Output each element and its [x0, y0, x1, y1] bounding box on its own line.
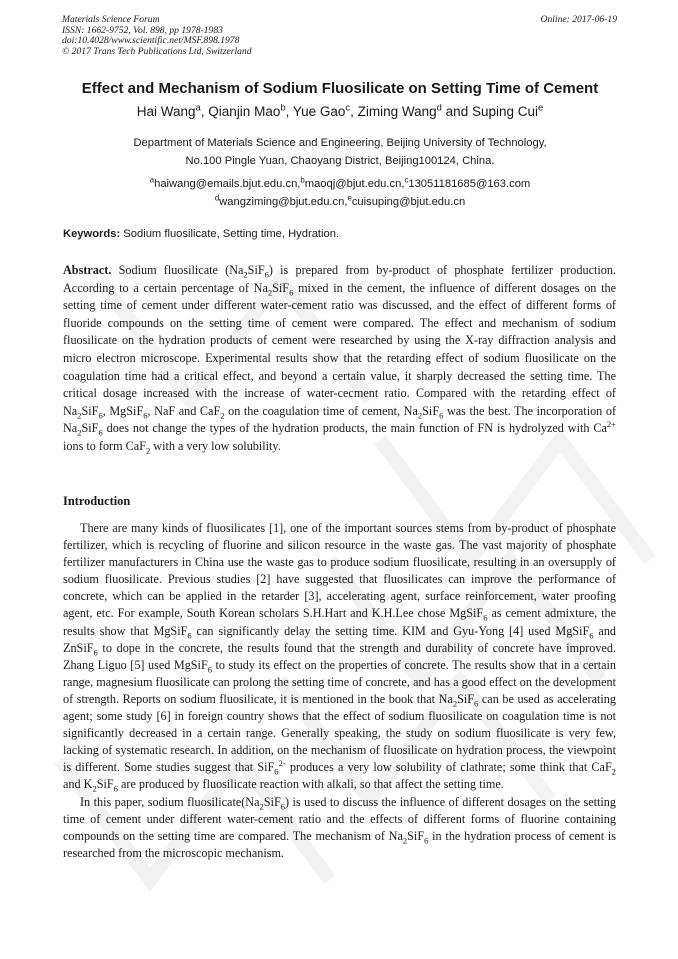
author-mark: d — [436, 102, 442, 114]
copyright-line: © 2017 Trans Tech Publications Ltd, Switzerland — [62, 45, 252, 57]
keywords — [63, 228, 616, 240]
author-name: Ziming Wang — [357, 104, 437, 119]
author-name: Qianjin Mao — [208, 104, 281, 119]
doi-line: doi:10.4028/www.scientific.net/MSF.898.1978 — [62, 35, 240, 47]
email-link[interactable]: 13051181685@163.com — [408, 178, 531, 190]
online-date: Online: 2017-06-19 — [540, 14, 617, 25]
journal-header — [62, 15, 617, 57]
affiliation — [40, 134, 640, 170]
keywords-text: Sodium fluosilicate, Setting time, Hydration. — [120, 228, 340, 240]
paper-title: Effect and Mechanism of Sodium Fluosilicate on Setting Time of Cement — [81, 80, 599, 97]
affiliation-line: Department of Materials Science and Engineering, Beijing University of Technology, — [133, 137, 547, 149]
issn-line: ISSN: 1662-9752, Vol. 898, pp 1978-1983 — [62, 24, 223, 36]
author-list: Hai Wang$^a$, Qianjin Mao$^b$, Yue Gao$^c$, Ziming Wang$^d$ and Suping Cui$^e$ — [136, 102, 544, 119]
introduction-body — [63, 520, 616, 862]
author-name: Hai Wang — [136, 104, 196, 119]
abstract-text: Sodium fluosilicate $(Na_2SiF_6)$ is prepared from by-product of phosphate fertilizer production. According to a certain percentage of $Na_2SiF_6$ mixed in the cement, the influence of different dosages on the setting time of cement under different water-cement ratio was discussed, and the effect of different forms of fluoride compounds on the setting time of cement were compared. The effect and mechanism of sodium fluosilicate on the hydration products of cement were researched by using the X-ray diffraction analysis and micro electron microscope. Experimental results show that the retarding effect of sodium fluosilicate on the coagulation time had a critical effect, and beyond a certain value, it sharply decreased the setting time. The critical dosage increased with the increase of water-cecment ratio. Compared with the retarding effect of $Na_2SiF_6$, MgSiF$_6$, NaF and CaF$_2$ on the coagulation time of cement, $Na_2SiF_6$ was the best. The incorporation of $Na_2SiF_6$ does not change the types of the hydration products, the main function of FN is hydrolyzed with $Ca^{2+}$ ions to form CaF$_2$ with a very low solubility. — [63, 263, 617, 456]
abstract — [63, 262, 616, 456]
paragraph: In this paper, sodium $fluosilicate(Na_2SiF_6)$ is used to discuss the influence of different dosages on the setting time of cement under different water-cement ratio and the effects of different forms of fluorine containing compounds on the setting time are compared. The mechanism of $Na_2SiF_6$ in the hydration process of cement is researched from the microscopic mechanism. — [63, 794, 616, 860]
author-mark: c — [345, 102, 351, 114]
author-mark: b — [280, 102, 286, 114]
paragraph: There are many kinds of fluosilicates [1], one of the important sources stems from by-product of phosphate fertilizer, which is recycling of fluorine and silicon resource in the waste gas. The vast majority of phosphate fertilizer manufacturers in China use the waste gas to produce sodium fluosilicate, resulting in an oversupply of sodium fluosilicate. Previous studies [2] have suggested that fluosilicates can improve the performance of concrete, which can be applied in the retarder [3], accelerating agent, surface reinforcement, water proofing agent, etc. For example, South Korean scholars S.H.Hart and K.H.Lee chose MgSiF$_6$ as cement admixture, the results show that MgSiF$_6$ can significantly delay the setting time. KIM and Gyu-Yong [4] used MgSiF$_6$ and ZnSiF$_6$ to dope in the concrete, the results found that the strength and durability of concrete have improved. Zhang Liguo [5] used MgSiF$_6$ to study its effect on the properties of concrete. The results show that in a certain range, magnesium fluosilicate can prolong the setting time of concrete, and has a good effect on the development of strength. Reports on sodium fluosilicate, it is mentioned in the book that $Na_2SiF_6$ can be used as accelerating agent; some study [6] in foreign country shows that the effect of sodium fluosilicate on coagulation time is not significantly decreased in a certain range. Generally speaking, the study on sodium fluosilicate is very few, lacking of systematic research. In addition, on the mechanism of fluosilicate on hydration process, the viewpoint is different. Some studies suggest that SiF$_6^{2-}$ produces a very low solubility of clathrate; some think that CaF$_2$ and $K_2SiF_6$ are produced by fluosilicate reaction with alkali, so that affect the setting time. — [63, 521, 617, 794]
journal-name: Materials Science Forum — [62, 14, 160, 25]
author-name: Suping Cui — [471, 104, 538, 119]
email-link[interactable]: haiwang@emails.bjut.edu.cn, — [154, 178, 301, 190]
email-link[interactable]: cuisuping@bjut.edu.cn — [351, 196, 466, 208]
email-block — [40, 175, 640, 211]
author-mark: e — [538, 102, 544, 114]
author-mark: a — [195, 102, 201, 114]
abstract-label: Abstract. — [63, 263, 112, 277]
author-name: Yue Gao — [292, 104, 346, 119]
introduction-heading: Introduction — [63, 494, 131, 508]
keywords-label: Keywords: — [63, 228, 121, 240]
email-line: $^d$wangziming@bjut.edu.cn,$^e$cuisuping@bjut.edu.cn — [214, 193, 466, 208]
email-line: $^a$haiwang@emails.bjut.edu.cn,$^b$maoqj@bjut.edu.cn,$^c$13051181685@163.com — [149, 175, 531, 190]
email-link[interactable]: maoqj@bjut.edu.cn, — [304, 178, 405, 190]
affiliation-line: No.100 Pingle Yuan, Chaoyang District, Beijing100124, China. — [185, 155, 495, 167]
email-link[interactable]: wangziming@bjut.edu.cn, — [219, 196, 348, 208]
